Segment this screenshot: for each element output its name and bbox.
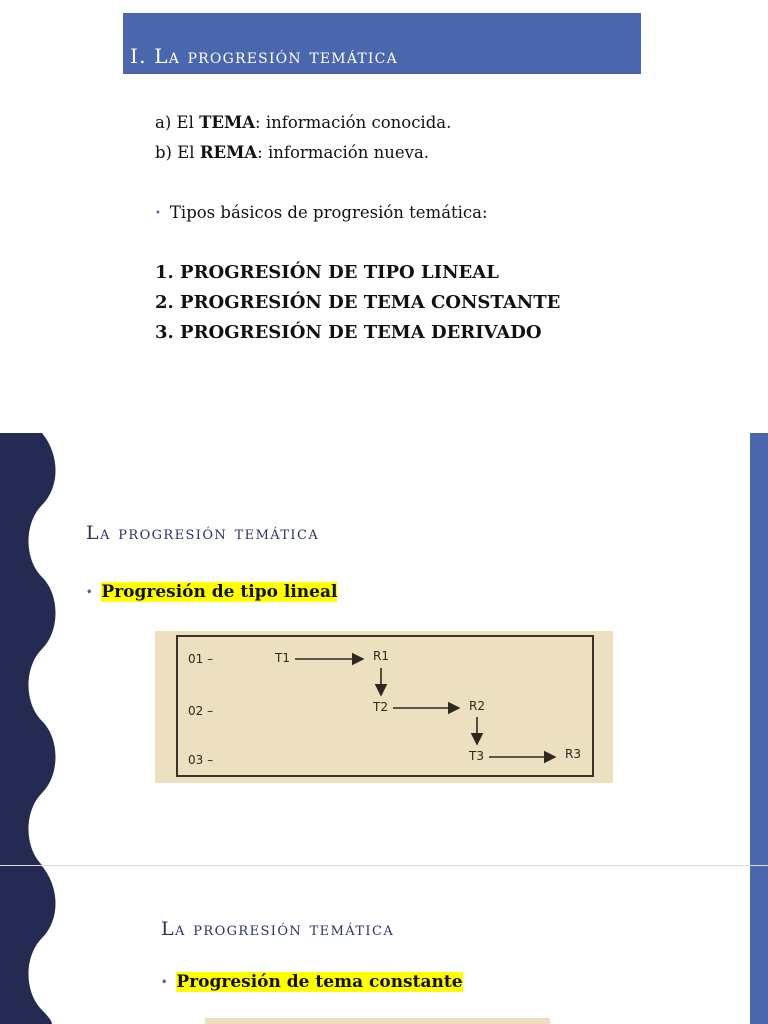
rema-term: REMA: [199, 143, 258, 162]
types-bullet: [155, 203, 488, 222]
row-label: 02 –: [188, 704, 214, 718]
linear-progression-diagram: [155, 631, 613, 783]
slide3-highlight: [161, 972, 463, 992]
right-accent-strip: [750, 866, 768, 1024]
wavy-side-decoration: [0, 866, 62, 1024]
slide2-highlight: [86, 582, 337, 602]
slide-divider: [0, 865, 768, 866]
slide3-title: La progresión temática: [161, 918, 395, 940]
bullet-icon: •: [86, 587, 93, 598]
r1-label: R1: [373, 649, 389, 663]
right-accent-strip: [750, 433, 768, 865]
type-item-3: 3. PROGRESIÓN DE TEMA DERIVADO: [155, 322, 542, 343]
tema-constante-diagram-partial: [205, 1018, 550, 1024]
r2-label: R2: [469, 699, 485, 713]
type-item-2: 2. PROGRESIÓN DE TEMA CONSTANTE: [155, 292, 561, 313]
bullet-icon: •: [161, 977, 168, 988]
tema-prefix: a) El: [155, 113, 200, 132]
tema-definition: [155, 113, 451, 132]
slide2-highlight-text: Progresión de tipo lineal: [101, 582, 338, 602]
type-item-1: 1. PROGRESIÓN DE TIPO LINEAL: [155, 262, 499, 283]
r3-label: R3: [565, 747, 581, 761]
rema-definition: [155, 143, 429, 162]
slide1-title: I. La progresión temática: [130, 44, 398, 68]
types-bullet-text: Tipos básicos de progresión temática:: [169, 203, 488, 222]
bullet-icon: •: [155, 208, 161, 219]
t1-label: T1: [275, 651, 290, 665]
row-label: 01 –: [188, 652, 214, 666]
row-label: 03 –: [188, 753, 214, 767]
rema-prefix: b) El: [155, 143, 200, 162]
slide2-title: La progresión temática: [86, 522, 320, 544]
tema-suffix: : información conocida.: [255, 113, 452, 132]
tema-term: TEMA: [199, 113, 256, 132]
rema-suffix: : información nueva.: [257, 143, 430, 162]
wavy-side-decoration: [0, 433, 62, 865]
t3-label: T3: [469, 749, 484, 763]
t2-label: T2: [373, 700, 388, 714]
diagram-arrows: [155, 631, 613, 783]
slide1-title-bar: [123, 13, 641, 74]
slide3-highlight-text: Progresión de tema constante: [176, 972, 463, 992]
